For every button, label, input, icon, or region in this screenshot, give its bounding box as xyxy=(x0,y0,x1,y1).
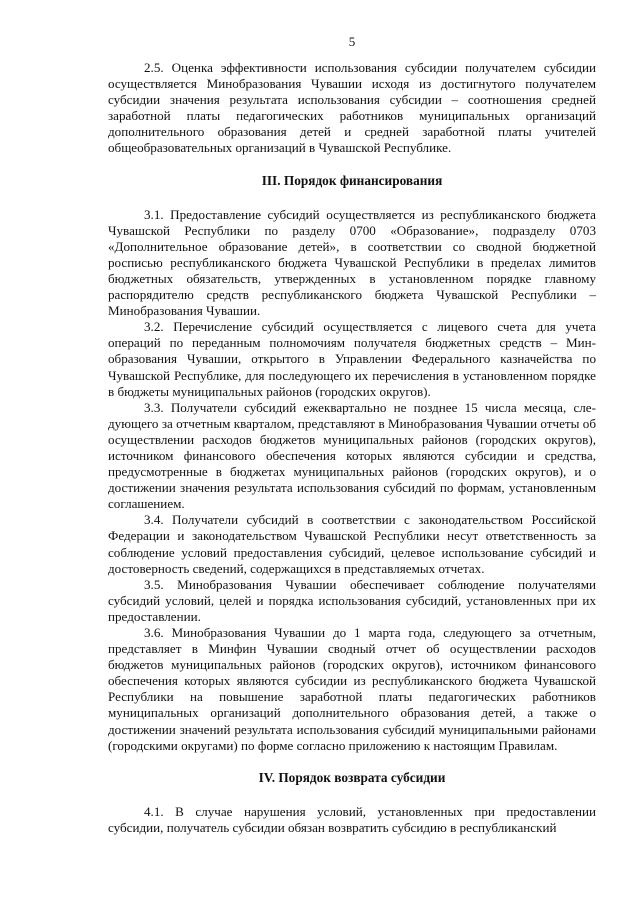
paragraph-2-5: 2.5. Оценка эффективности использования субсидии получателем субсидии осуществляется Минобразования Чувашии исходя из достигнутого получателем субсидии значения результата использования субсидии – соотношения средней заработной платы педагогических работников муниципальных организаций дополнительного образования детей и средней заработной платы учителей общеобразовательных организаций в Чувашской Республике. xyxy=(108,60,596,156)
paragraph-3-1: 3.1. Предоставление субсидий осуществляется из республиканского бюджета Чувашской Республики по разделу 0700 «Образование», подразделу 0703 «Дополнительное образование детей», в соответствии со сводной бюджетной росписью республиканского бюджета Чувашской Республики в пределах лимитов бюджетных обязательств, утвержденных в установленном порядке главному распорядителю средств республиканского бюджета Чувашской Республики – Минобразования Чувашии. xyxy=(108,206,596,319)
page-number: 5 xyxy=(348,34,356,49)
paragraph-3-3: 3.3. Получатели субсидий ежеквартально не позднее 15 числа месяца, следующего за отчетным кварталом, представляют в Минобразования Чувашии отчеты об осуществлении расходов бюджетов муниципальных районов (городских округов), источником финансового обеспечения которых являются субсидии и средства, предусмотренные в бюджетах муниципальных районов (городских округов), и о достижении значения результата использования субсидий по формам, установленным соглашением. xyxy=(108,399,596,512)
paragraph-3-4: 3.4. Получатели субсидий в соответствии с законодательством Российской Федерации и законодательством Чувашской Республики несут ответственность за соблюдение условий предоставления субсидий, целевое использование субсидий и достоверность сведений, содержащихся в представляемых отчетах. xyxy=(108,512,596,576)
section-heading-refund: IV. Порядок возврата субсидии xyxy=(258,769,446,785)
paragraph-3-5: 3.5. Минобразования Чувашии обеспечивает соблюдение получателями субсидий условий, целей и порядка использования субсидий, установленных при их предоставлении. xyxy=(108,576,596,624)
paragraph-3-6: 3.6. Минобразования Чувашии до 1 марта года, следующего за отчетным, представляет в Минфин Чувашии сводный отчет об осуществлении расходов бюджетов муниципальных районов (городских округов), источником финансового обеспечения которых являются субсидии из республиканского бюджета Чувашской Республики на повышение заработной платы педагогических работников муниципальных организаций дополнительного образования детей, а также о достижении значений результата использования субсидий муниципальными районами (городскими округами) по форме согласно приложению к настоящим Правилам. xyxy=(108,625,596,753)
document-page xyxy=(108,34,596,836)
section-heading-financing: III. Порядок финансирования xyxy=(261,172,443,188)
paragraph-4-1: 4.1. В случае нарушения условий, установленных при предоставлении субсидии, получатель субсидии обязан возвратить субсидию в республиканский xyxy=(108,803,596,835)
paragraph-3-2: 3.2. Перечисление субсидий осуществляется с лицевого счета для учета операций по переданным полномочиям получателя бюджетных средств – Минобразования Чувашии, открытого в Управлении Федерального казначейства по Чувашской Республике, для последующего их перечисления в установленном порядке в бюджеты муниципальных районов (городских округов). xyxy=(108,319,596,399)
